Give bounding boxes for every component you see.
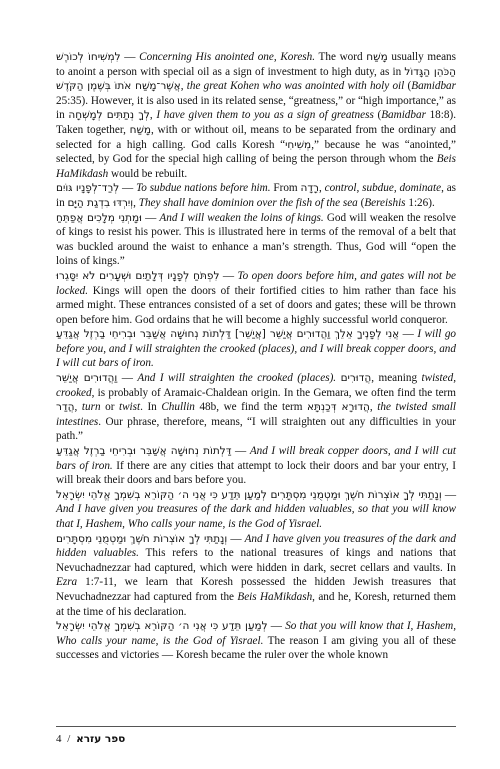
body-text: Kings will open the doors of their fortified cities to him rather than face his armed might. These entrances consisted of a set of doors and gates; these will be thrown open before him. God ordains that he will become a highly successful world conqueror. [56, 284, 457, 326]
body-text: 1:7-11, we learn that Koresh possessed the hidden Jewish treasures that Nevuchadnezzar had captured from the [56, 576, 456, 603]
lemma-translation: So that you will know that I, Hashem, Who calls your name, is the God of Yisrael. [56, 620, 457, 647]
body-text: ( [373, 109, 382, 122]
body-text: The word [318, 51, 367, 63]
commentary-paragraph: וְנָתַתִּי לְךָ אוֹצְרוֹת חֹשֶׁךְ וּמַטְמֻנֵי מִסְתָּרִים לְמַעַן תֵּדַע כִּי אֲנִי ה׳ הַקּוֹרֵא בְשִׁמְךָ אֱלֹהֵי יִשְׂרָאֵל — And I have given you treasures of the dark and hidden valuables, so that you will know that I, Hashem, Who calls your name, is the God of Yisrael. [56, 488, 457, 530]
lemma-translation: And I have given you treasures of the dark and hidden valuables. [56, 532, 456, 560]
hebrew-lemma: וַהֲדוּרִים אֲיַשֵּׁר [56, 372, 118, 385]
body-text: This refers to the national treasures of kings and nations that Nevuchadnezzar had captured, which were hidden in dark, secret cellars and vaults. In [56, 547, 456, 574]
lemma-translation: And I will straighten the crooked (places). [137, 372, 337, 385]
body-text: , [369, 401, 378, 414]
italic-text: turn [81, 401, 101, 414]
body-text: God will weaken the resolve of kings to resist his power. This is illustrated here in terms of the removal of a belt that was buckled around the waist to enhance a man’s strength. Thus, God will “open the loins of kings.” [56, 211, 457, 268]
body-text: . Our phrase, therefore, means, “I will straighten out any difficulties in your path.” [56, 415, 456, 443]
hebrew-term: הַכֹּהֵן הַגָּדוֹל אֲשֶׁר־מָשַׁח אֹתוֹ בְּשֶׁמֶן הַקֹּדֶשׁ [56, 65, 457, 93]
body-text: , [74, 401, 82, 414]
commentary-paragraph: וְנָתַתִּי לְךָ אוֹצְרוֹת חֹשֶׁךְ וּמַטְמֻנֵי מִסְתָּרִים — And I have given you treasures of the dark and hidden valuables. This refers to the national treasures of kings and nations that Nevuchadnezzar had captured, which were hidden in dark, secret cellars and vaults. In Ezra 1:7-11, we learn that Koresh possessed the hidden Jewish treasures that Nevuchadnezzar had captured from the Beis HaMikdash, and he, Koresh, returned them at the time of his declaration. [56, 532, 456, 618]
italic-text: control, subdue, dominate [324, 182, 442, 195]
body-text: , [180, 80, 187, 93]
italic-text: twisted, crooked [56, 372, 456, 399]
body-text: , meaning [371, 372, 422, 385]
hebrew-term: מְשִׁיחִי [285, 138, 312, 151]
lemma-translation: To subdue nations before him. [136, 182, 271, 195]
book-title: ספר עזרא [76, 733, 126, 745]
commentary-paragraph: לְמַעַן תֵּדַע כִּי אֲנִי ה׳ הַקּוֹרֵא בְשִׁמְךָ אֱלֹהֵי יִשְׂרָאֵל — So that you will know that I, Hashem, Who calls your name, is the God of Yisrael. The reason I am giving you all of these successes and victories — Koresh became the ruler over the whole known [56, 620, 457, 662]
commentary-paragraph: וּמָתְנֵי מְלָכִים אֲפַתֵּחַ — And I will weaken the loins of kings. God will weaken the resolve of kings to resist his power. This is illustrated here in terms of the removal of a belt that was buckled around the waist to enhance a man’s strength. Thus, God will “open the loins of kings.” [56, 211, 457, 268]
body-text: 18:8). Taken together, [56, 109, 456, 136]
italic-text: twist [118, 401, 141, 414]
footer-divider [56, 726, 456, 727]
body-text: , with or without oil, means to be separated from the ordinary and selected for a high calling. God calls Koresh “ [56, 123, 456, 151]
hebrew-term: מָשַׁח [129, 123, 152, 136]
hebrew-lemma: וּמָתְנֵי מְלָכִים אֲפַתֵּחַ [56, 211, 143, 224]
lemma-translation: I will go before you, and I will straighten the crooked (places), and I will break copper doors, and I will cut bars of iron. [56, 328, 457, 370]
hebrew-term: לְךָ נְתַתִּים לְמָשְׁחָה [68, 109, 150, 122]
body-text: or [100, 401, 119, 414]
italic-text: the great Kohen who was anointed with holy oil [186, 80, 405, 93]
italic-text: Ezra [56, 576, 78, 589]
hebrew-lemma: וְנָתַתִּי לְךָ אוֹצְרוֹת חֹשֶׁךְ וּמַטְמֻנֵי מִסְתָּרִים לְמַעַן תֵּדַע כִּי אֲנִי ה׳ הַקּוֹרֵא בְשִׁמְךָ אֱלֹהֵי יִשְׂרָאֵל [56, 488, 442, 501]
hebrew-lemma: לִמְשִׁיחוֹ לְכוֹרֶשׁ [56, 51, 121, 63]
lemma-translation: To open doors before him, and gates will not be locked. [56, 269, 457, 297]
commentary-paragraph: וַהֲדוּרִים אֲיַשֵּׁר — And I will straighten the crooked (places). הֲדוּרִים, meaning twisted, crooked, is probably of Aramaic-Chaldean origin. In the Gemara, we often find the term הֲדַר, turn or twist. In Chullin 48b, we find the term הֲדוּרָא דְּכַנְתָּא, the twisted small intestines. Our phrase, therefore, means, “I will straighten out any difficulties in your path.” [56, 372, 456, 443]
commentary-paragraph: לִמְשִׁיחוֹ לְכוֹרֶשׁ — Concerning His anointed one, Koresh. The word מָשַׁח usually means to anoint a person with special oil as a sign of investment to high duty, as in הַכֹּהֵן הַגָּדוֹל אֲשֶׁר־מָשַׁח אֹתוֹ בְּשֶׁמֶן הַקֹּדֶשׁ, the great Kohen who was anointed with holy oil (Bamidbar 25:35). However, it is also used in its related sense, “greatness,” or “high importance,” as in לְךָ נְתַתִּים לְמָשְׁחָה, I have given them to you as a sign of greatness (Bamidbar 18:8). Taken together, מָשַׁח, with or without oil, means to be separated from the ordinary and selected for a high calling. God calls Koresh “מְשִׁיחִי,” because he was “anointed,” selected, by God for the special high calling of being the person through whom the Beis HaMikdash would be rebuilt. [56, 51, 457, 180]
hebrew-term: רָדָה [300, 182, 319, 195]
page-footer [56, 733, 456, 745]
italic-text: Chullin [161, 401, 195, 414]
italic-text: Beis HaMikdash [56, 153, 456, 180]
hebrew-term: וְיִרְדּוּ בִדְגַת הַיָּם [67, 196, 134, 209]
commentary-paragraph: דַּלְתוֹת נְחוּשָׁה אֲשַׁבֵּר וּבְרִיחֵי בַרְזֶל אֲגַדֵּעַ — And I will break copper doors, and I will cut bars of iron. If there are any cities that attempt to lock their doors and bar your entry, I will break their doors and bars before you. [56, 445, 457, 487]
italic-text: Bamidbar [381, 109, 426, 122]
lemma-translation: And I have given you treasures of the dark and hidden valuables, so that you will know that I, Hashem, Who calls your name, is the God of Yisrael. [56, 503, 456, 530]
commentary-body [56, 50, 456, 663]
body-text: , [149, 109, 157, 122]
hebrew-lemma: לְמַעַן תֵּדַע כִּי אֲנִי ה׳ הַקּוֹרֵא בְשִׁמְךָ אֱלֹהֵי יִשְׂרָאֵל [56, 620, 268, 633]
body-text: 25:35). However, it is also used in its related sense, “greatness,” or “high importance,” as in [56, 94, 456, 122]
italic-text: Beis HaMikdash [237, 590, 313, 603]
body-text: 48b, we find the term [194, 401, 308, 414]
hebrew-lemma: אֲנִי לְפָנֶיךָ אֵלֵךְ וַהֲדוּרִים אֲיַשֵּׁר [אֲיַשֵּׁר] דַּלְתוֹת נְחוּשָׁה אֲשַׁבֵּר וּבְרִיחֵי בַרְזֶל אֲגַדֵּעַ [56, 328, 400, 341]
body-text: would be rebuilt. [108, 167, 188, 180]
page-number: 4 [56, 733, 62, 745]
body-text: , and he, Koresh, returned them at the time of his declaration. [56, 590, 456, 618]
body-text: The reason I am giving you all of these successes and victories — Koresh became the ruler over the whole known [56, 634, 456, 662]
hebrew-lemma: וְנָתַתִּי לְךָ אוֹצְרוֹת חֹשֶׁךְ וּמַטְמֻנֵי מִסְתָּרִים [56, 532, 228, 545]
body-text: ,” because he was “anointed,” selected, by God for the special high calling of being the person through whom the [56, 138, 456, 166]
body-text: If there are any cities that attempt to lock their doors and bar your entry, I will break their doors and bars before you. [56, 459, 456, 487]
hebrew-term: הֲדוּרָא דְּכַנְתָּא [307, 401, 370, 414]
body-text: usually means to anoint a person with special oil as a sign of investment to high duty, as in [56, 51, 456, 78]
commentary-paragraph: לִפְתֹּחַ לְפָנָיו דְּלָתַיִם וּשְׁעָרִים לֹא יִסָּגֵרוּ — To open doors before him, and gates will not be locked. Kings will open the doors of their fortified cities to him rather than face his armed might. These entrances consisted of a set of doors and gates; these will be thrown open before him. God ordains that he will become a highly successful world conqueror. [56, 269, 457, 326]
lemma-translation: And I will weaken the loins of kings. [159, 211, 324, 224]
lemma-translation: Concerning His anointed one, Koresh. [139, 51, 316, 63]
body-text: ( [404, 80, 412, 93]
hebrew-term: הֲדַר [56, 401, 75, 414]
italic-text: Bereishis [364, 196, 406, 209]
body-text: , as in [56, 182, 457, 209]
footer-separator: / [67, 733, 71, 745]
hebrew-lemma: דַּלְתוֹת נְחוּשָׁה אֲשַׁבֵּר וּבְרִיחֵי בַרְזֶל אֲגַדֵּעַ [56, 445, 232, 458]
body-text: From [273, 182, 301, 195]
commentary-paragraph: אֲנִי לְפָנֶיךָ אֵלֵךְ וַהֲדוּרִים אֲיַשֵּׁר [אֲיַשֵּׁר] דַּלְתוֹת נְחוּשָׁה אֲשַׁבֵּר וּבְרִיחֵי בַרְזֶל אֲגַדֵּעַ — I will go before you, and I will straighten the crooked (places), and I will break copper doors, and I will cut bars of iron. [56, 328, 457, 370]
hebrew-term: מָשַׁח [366, 51, 388, 63]
italic-text: the twisted small intestines [56, 401, 456, 428]
hebrew-lemma: לְרַד־לְפָנָיו גּוֹיִם [56, 182, 120, 195]
hebrew-term: הֲדוּרִים [340, 372, 372, 385]
body-text: ( [357, 196, 365, 209]
italic-text: Bamidbar [411, 80, 456, 93]
body-text: , [133, 196, 139, 209]
italic-text: They shall have dominion over the fish of the sea [138, 196, 358, 209]
italic-text: I have given them to you as a sign of greatness [156, 109, 374, 122]
body-text: 1:26). [405, 196, 435, 209]
commentary-paragraph: לְרַד־לְפָנָיו גּוֹיִם — To subdue nations before him. From רָדָה, control, subdue, dominate, as in וְיִרְדּוּ בִדְגַת הַיָּם, They shall have dominion over the fish of the sea (Bereishis 1:26). [56, 182, 457, 209]
hebrew-lemma: לִפְתֹּחַ לְפָנָיו דְּלָתַיִם וּשְׁעָרִים לֹא יִסָּגֵרוּ [56, 269, 220, 282]
lemma-translation: And I will break copper doors, and I will cut bars of iron. [56, 445, 457, 472]
body-text: , is probably of Aramaic-Chaldean origin. In the Gemara, we often find the term [91, 386, 456, 399]
body-text: , [318, 182, 325, 195]
body-text: . In [140, 401, 162, 414]
